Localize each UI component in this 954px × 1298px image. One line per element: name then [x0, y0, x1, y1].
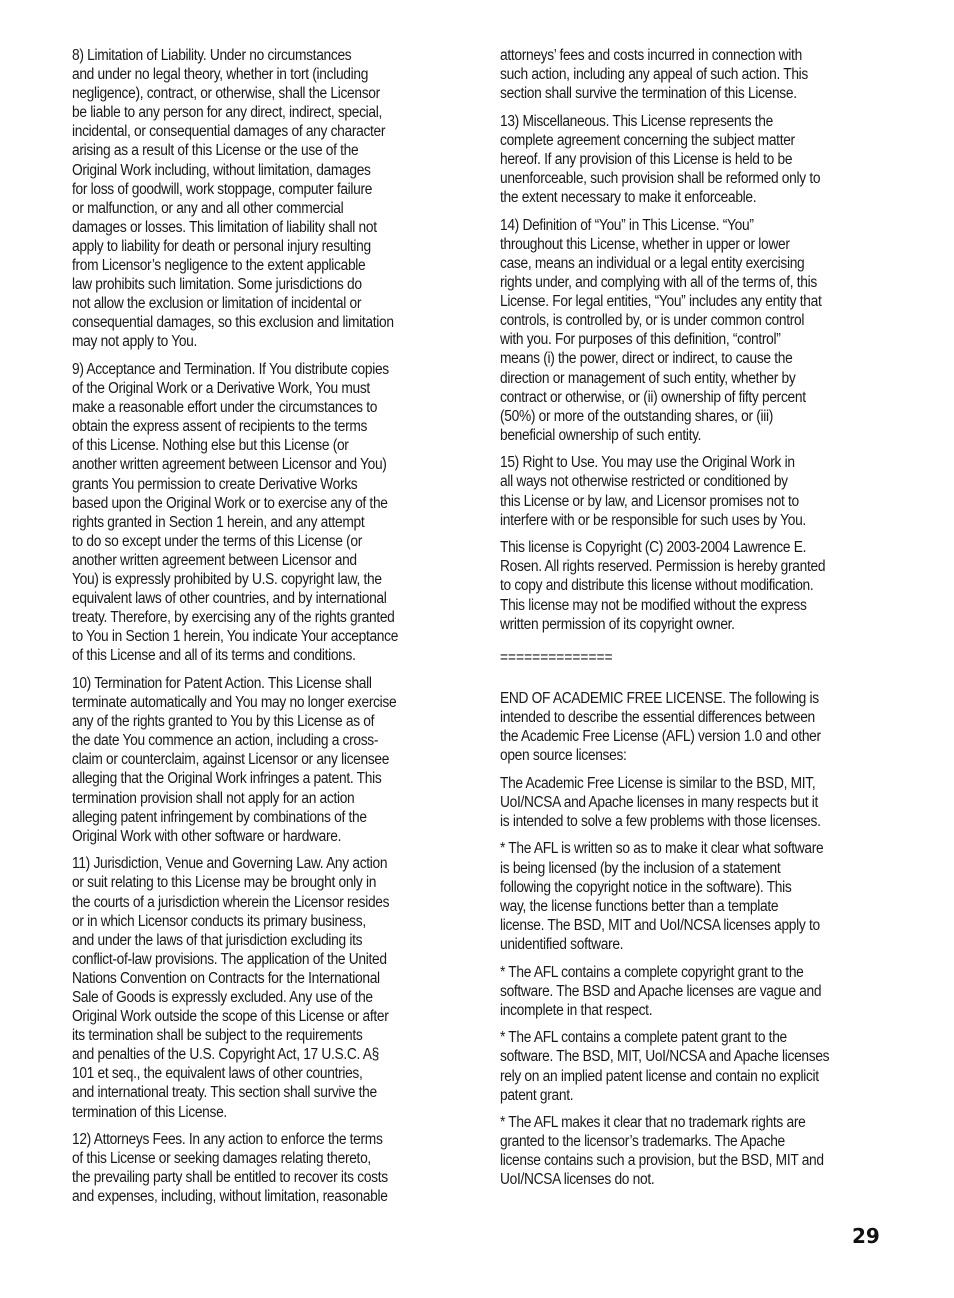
section-8-limitation-of-liability: 8) Limitation of Liability. Under no circumstances and under no legal theory, whether in tort (including negligence), contract, or otherwise, shall the Licensor be liable to any person for any direct, indirect, special, incidental, or consequential damages of any character arising as a result of this License or the use of the Original Work including, without limitation, damages for loss of goodwill, work stoppage, computer failure or malfunction, or any and all other commercial damages or losses. This limitation of liability shall not apply to liability for death or personal injury resulting from Licensor’s negligence to the extent applicable law prohibits such limitation. Some jurisdictions do not allow the exclusion or limitation of incidental or consequential damages, so this exclusion and limitation may not apply to You.	[72, 47, 394, 351]
afl-comparison-paragraph: The Academic Free License is similar to the BSD, MIT, UoI/NCSA and Apache licenses in many respects but it is intended to solve a few problems with those licenses.	[500, 774, 821, 830]
copyright-notice: This license is Copyright (C) 2003-2004 Lawrence E. Rosen. All rights reserved. Permission is hereby granted to copy and distribute this license without modification. This license may not be modified without the express written permission of its copyright owner.	[500, 539, 826, 633]
section-14-definition-of-you: 14) Definition of “You” in This License. “You” throughout this License, whether in upper or lower case, means an individual or a legal entity exercising rights under, and complying with all of the terms of, this License. For legal entities, “You” includes any entity that controls, is controlled by, or is under common control with you. For purposes of this definition, “control” means (i) the power, direct or indirect, to cause the direction or management of such entity, whether by contract or otherwise, or (ii) ownership of fifty percent (50%) or more of the outstanding shares, or (iii) beneficial ownership of such entity.	[500, 216, 822, 444]
section-11-jurisdiction-venue-governing-law: 11) Jurisdiction, Venue and Governing Law. Any action or suit relating to this License may be brought only in the courts of a jurisdiction wherein the Licensor resides or in which Licensor conducts its primary business, and under the laws of that jurisdiction excluding its conflict-of-law provisions. The application of the United Nations Convention on Contracts for the International Sale of Goods is expressly excluded. Any use of the Original Work outside the scope of this License or after its termination shall be subject to the requirements and penalties of the U.S. Copyright Act, 17 U.S.C. A§ 101 et seq., the equivalent laws of other countries, and international treaty. This section shall survive the termination of this License.	[72, 855, 390, 1121]
section-9-acceptance-and-termination: 9) Acceptance and Termination. If You distribute copies of the Original Work or a Derivative Work, You must make a reasonable effort under the circumstances to obtain the express assent of recipients to the terms of this License. Nothing else but this License (or another written agreement between Licensor and You) grants You permission to create Derivative Works based upon the Original Work or to exercise any of the rights granted in Section 1 herein, and any attempt to do so except under the terms of this License (or another written agreement between Licensor and You) is expressly prohibited by U.S. copyright law, the equivalent laws of other countries, and by international treaty. Therefore, by exercising any of the rights granted to You in Section 1 herein, You indicate Your acceptance of this License and all of its terms and conditions.	[72, 361, 399, 665]
section-13-miscellaneous: 13) Miscellaneous. This License represents the complete agreement concerning the subject matter hereof. If any provision of this License is held to be unenforceable, such provision shall be reformed only to the extent necessary to make it enforceable.	[500, 112, 821, 207]
section-12-attorneys-fees: 12) Attorneys Fees. In any action to enforce the terms of this License or seeking damages relating thereto, the prevailing party shall be entitled to recover its costs and expenses, including, without limitation, reasonable	[72, 1131, 388, 1206]
afl-point-trademark-rights: * The AFL makes it clear that no trademark rights are granted to the licensor’s trademarks. The Apache license contains such a provision, but the BSD, MIT and UoI/NCSA licenses do not.	[500, 1114, 824, 1189]
end-of-license-intro: END OF ACADEMIC FREE LICENSE. The following is intended to describe the essential differences between the Academic Free License (AFL) version 1.0 and other open source licenses:	[500, 689, 821, 765]
section-10-termination-for-patent-action: 10) Termination for Patent Action. This License shall terminate automatically and You may no longer exercise any of the rights granted to You by this License as of the date You commence an action, including a cross- claim or counterclaim, against Licensor or any licensee alleging that the Original Work infringes a patent. This termination provision shall not apply for an action alleging patent infringement by combinations of the Original Work with other software or hardware.	[72, 675, 397, 845]
section-12-continued: attorneys’ fees and costs incurred in connection with such action, including any appeal of such action. This section shall survive the termination of this License.	[500, 47, 809, 103]
afl-point-licensed-software: * The AFL is written so as to make it clear what software is being licensed (by the inclusion of a statement following the copyright notice in the software). This way, the license functions better than a template license. The BSD, MIT and UoI/NCSA licenses apply to unidentified software.	[500, 840, 824, 953]
afl-point-copyright-grant: * The AFL contains a complete copyright grant to the software. The BSD and Apache licenses are vague and incomplete in that respect.	[500, 963, 822, 1019]
section-separator: ==============	[500, 648, 613, 666]
page-number: 29	[852, 1224, 880, 1248]
section-15-right-to-use: 15) Right to Use. You may use the Original Work in all ways not otherwise restricted or conditioned by this License or by law, and Licensor promises not to interfere with or be responsible for such uses by You.	[500, 454, 806, 529]
left-column	[72, 46, 450, 1215]
afl-point-patent-grant: * The AFL contains a complete patent grant to the software. The BSD, MIT, UoI/NCSA and Apache licenses rely on an implied patent license and contain no explicit patent grant.	[500, 1029, 830, 1104]
right-column	[500, 46, 878, 1198]
